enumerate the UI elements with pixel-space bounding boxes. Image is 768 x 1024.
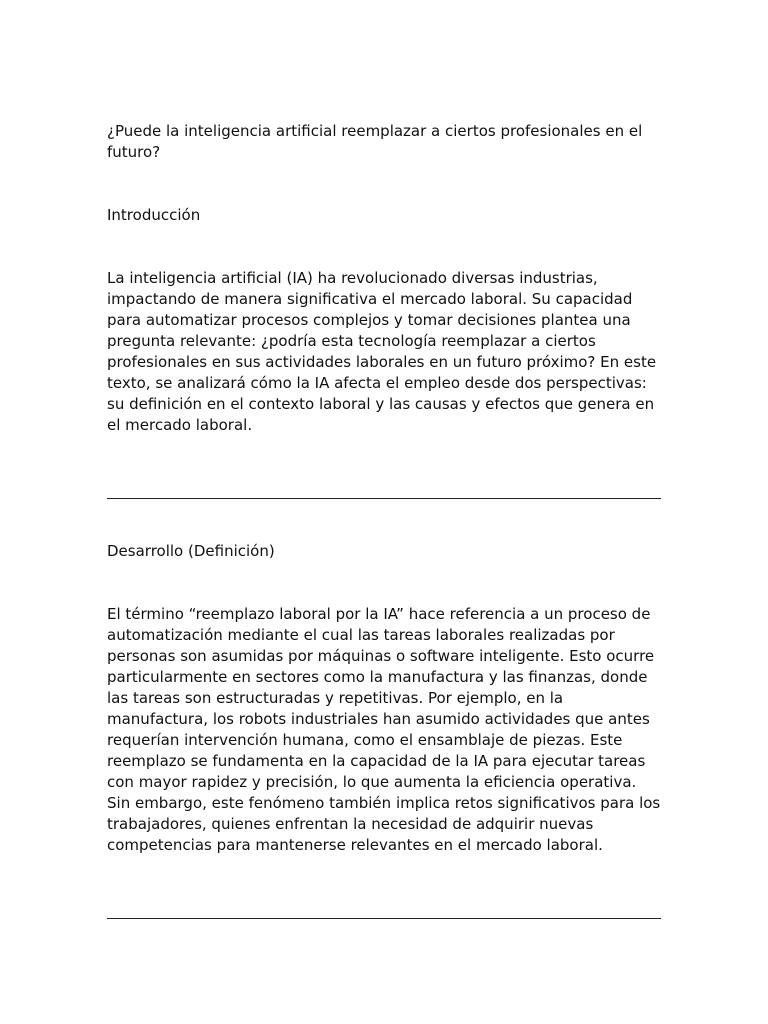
horizontal-divider xyxy=(107,498,661,499)
section-heading-introduccion: Introducción xyxy=(107,206,201,224)
section-body-desarrollo: El término “reemplazo laboral por la IA” hace referencia a un proceso de automatización mediante el cual las tareas laborales realizadas por personas son asumidas por máquinas o software inteligente. Esto ocurre particularmente en sectores como la manufactura y las finanzas, donde las tareas son estructuradas y repetitivas. Por ejemplo, en la manufactura, los robots industriales han asumido actividades que antes requerían intervención humana, como el ensamblaje de piezas. Este reemplazo se fundamenta en la capacidad de la IA para ejecutar tareas con mayor rapidez y precisión, lo que aumenta la eficiencia operativa. Sin embargo, este fenómeno también implica retos significativos para los trabajadores, quienes enfrentan la necesidad de adquirir nuevas competencias para mantenerse relevantes en el mercado laboral. xyxy=(107,605,661,854)
section-heading-desarrollo: Desarrollo (Definición) xyxy=(107,542,275,560)
document-title: ¿Puede la inteligencia artificial reemplazar a ciertos profesionales en el futuro? xyxy=(107,122,643,161)
horizontal-divider xyxy=(107,918,661,919)
document-page xyxy=(107,121,663,919)
section-body-introduccion: La inteligencia artificial (IA) ha revolucionado diversas industrias, impactando de manera significativa el mercado laboral. Su capacidad para automatizar procesos complejos y tomar decisiones plantea una pregunta relevante: ¿podría esta tecnología reemplazar a ciertos profesionales en sus actividades laborales en un futuro próximo? En este texto, se analizará cómo la IA afecta el empleo desde dos perspectivas: su definición en el contexto laboral y las causas y efectos que genera en el mercado laboral. xyxy=(107,269,657,434)
